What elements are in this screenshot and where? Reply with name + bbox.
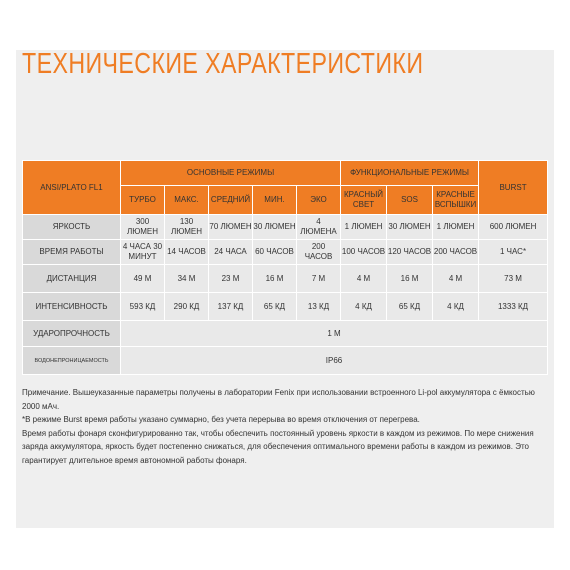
table-row bbox=[23, 240, 548, 265]
table-cell: 7 М bbox=[297, 265, 341, 293]
table-cell: 200 ЧАСОВ bbox=[433, 240, 479, 265]
model-header: ANSI/PLATO FL1 bbox=[23, 161, 121, 215]
mode-header: МАКС. bbox=[165, 186, 209, 215]
table-cell: 24 ЧАСА bbox=[209, 240, 253, 265]
table-cell: 290 КД bbox=[165, 293, 209, 321]
table-cell: 593 КД bbox=[121, 293, 165, 321]
table-cell: 4 КД bbox=[341, 293, 387, 321]
table-cell: 4 ЧАСА 30 МИНУТ bbox=[121, 240, 165, 265]
table-cell: 1 ЛЮМЕН bbox=[341, 215, 387, 240]
table-cell: 200 ЧАСОВ bbox=[297, 240, 341, 265]
table-cell: 73 М bbox=[479, 265, 548, 293]
table-cell: 600 ЛЮМЕН bbox=[479, 215, 548, 240]
mode-header: МИН. bbox=[253, 186, 297, 215]
table-cell: 16 М bbox=[387, 265, 433, 293]
row-label: ЯРКОСТЬ bbox=[23, 215, 121, 240]
impact-value: 1 М bbox=[121, 321, 548, 347]
table-cell: 4 КД bbox=[433, 293, 479, 321]
spec-table bbox=[22, 160, 548, 375]
page-title: ТЕХНИЧЕСКИЕ ХАРАКТЕРИСТИКИ bbox=[22, 48, 424, 80]
table-cell: 1 ЛЮМЕН bbox=[433, 215, 479, 240]
table-row bbox=[23, 215, 548, 240]
table-cell: 120 ЧАСОВ bbox=[387, 240, 433, 265]
mode-header: ЭКО bbox=[297, 186, 341, 215]
table-cell: 13 КД bbox=[297, 293, 341, 321]
note-text: Примечание. Вышеуказанные параметры получены в лаборатории Fenix при использовании встроенного Li-pol аккумулятора с ёмкостью 2000 мАч. bbox=[22, 388, 535, 411]
table-row-water bbox=[23, 347, 548, 375]
table-row-impact bbox=[23, 321, 548, 347]
table-cell: 14 ЧАСОВ bbox=[165, 240, 209, 265]
table-cell: 65 КД bbox=[253, 293, 297, 321]
table-cell: 23 М bbox=[209, 265, 253, 293]
table-cell: 1333 КД bbox=[479, 293, 548, 321]
mode-header: СРЕДНИЙ bbox=[209, 186, 253, 215]
burst-header: BURST bbox=[479, 161, 548, 215]
table-cell: 300 ЛЮМЕН bbox=[121, 215, 165, 240]
table-cell: 16 М bbox=[253, 265, 297, 293]
table-cell: 70 ЛЮМЕН bbox=[209, 215, 253, 240]
mode-header: SOS bbox=[387, 186, 433, 215]
mode-header: КРАСНЫЙ СВЕТ bbox=[341, 186, 387, 215]
row-label: ВРЕМЯ РАБОТЫ bbox=[23, 240, 121, 265]
main-modes-header: ОСНОВНЫЕ РЕЖИМЫ bbox=[121, 161, 341, 186]
table-cell: 49 М bbox=[121, 265, 165, 293]
table-cell: 100 ЧАСОВ bbox=[341, 240, 387, 265]
note-text: Время работы фонаря сконфигурированно так, чтобы обеспечить постоянный уровень яркости в каждом из режимов. По мере снижения заряда аккумулятора, яркость будет постепенно снижаться, для обеспечения оптимального времени работы в каждом из режимов. Это гарантирует длительное время автономной работы фонаря. bbox=[22, 428, 534, 465]
water-value: IP66 bbox=[121, 347, 548, 375]
functional-modes-header: ФУНКЦИОНАЛЬНЫЕ РЕЖИМЫ bbox=[341, 161, 479, 186]
table-row bbox=[23, 293, 548, 321]
table-cell: 130 ЛЮМЕН bbox=[165, 215, 209, 240]
mode-header: КРАСНЫЕ ВСПЫШКИ bbox=[433, 186, 479, 215]
table-cell: 1 ЧАС* bbox=[479, 240, 548, 265]
table-cell: 137 КД bbox=[209, 293, 253, 321]
table-cell: 65 КД bbox=[387, 293, 433, 321]
note-text: *В режиме Burst время работы указано суммарно, без учета перерыва во время отключения от перегрева. bbox=[22, 415, 420, 424]
mode-header: ТУРБО bbox=[121, 186, 165, 215]
table-cell: 30 ЛЮМЕН bbox=[387, 215, 433, 240]
row-label: ИНТЕНСИВНОСТЬ bbox=[23, 293, 121, 321]
table-cell: 4 ЛЮМЕНА bbox=[297, 215, 341, 240]
row-label: ДИСТАНЦИЯ bbox=[23, 265, 121, 293]
row-label: ВОДОНЕПРОНИЦАЕМОСТЬ bbox=[23, 347, 121, 375]
table-cell: 34 М bbox=[165, 265, 209, 293]
table-cell: 4 М bbox=[341, 265, 387, 293]
table-row bbox=[23, 265, 548, 293]
row-label: УДАРОПРОЧНОСТЬ bbox=[23, 321, 121, 347]
table-cell: 4 М bbox=[433, 265, 479, 293]
footnotes bbox=[22, 386, 542, 467]
table-cell: 30 ЛЮМЕН bbox=[253, 215, 297, 240]
table-cell: 60 ЧАСОВ bbox=[253, 240, 297, 265]
